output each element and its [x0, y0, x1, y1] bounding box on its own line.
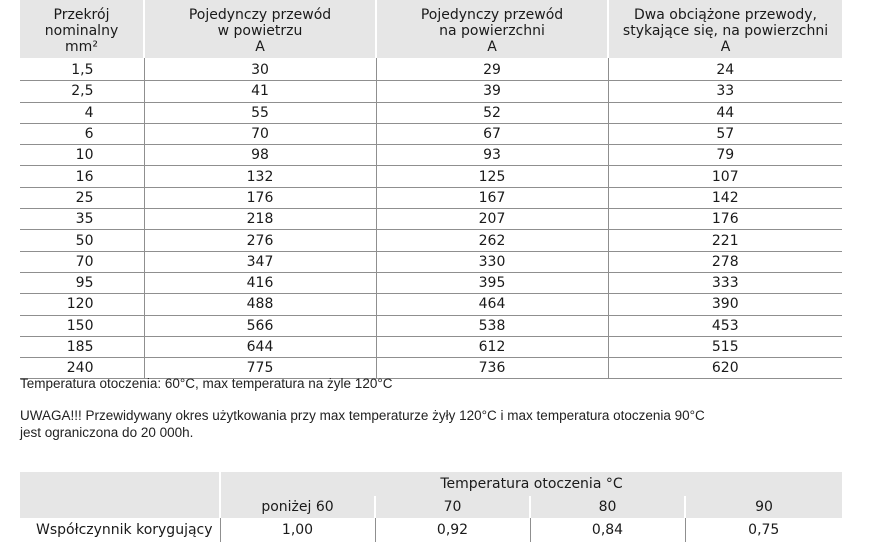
current-two-touching-cell: 620	[608, 358, 842, 379]
correction-factor-row	[20, 518, 842, 542]
header-single-in-air	[144, 0, 376, 58]
table-row	[20, 145, 842, 166]
header-line: Pojedynczy przewód	[188, 7, 332, 23]
current-on-surface-cell: 330	[376, 251, 608, 272]
header-line: A	[255, 39, 265, 55]
cross-section-cell: 6	[20, 123, 144, 144]
current-in-air-cell: 41	[144, 81, 376, 102]
cross-section-cell: 70	[20, 251, 144, 272]
header-two-touching-on-surface	[608, 0, 842, 58]
current-in-air-cell: 176	[144, 187, 376, 208]
cross-section-cell: 2,5	[20, 81, 144, 102]
cross-section-cell: 4	[20, 102, 144, 123]
current-two-touching-cell: 333	[608, 272, 842, 293]
cross-section-cell: 10	[20, 145, 144, 166]
cross-section-cell: 50	[20, 230, 144, 251]
current-two-touching-cell: 453	[608, 315, 842, 336]
header-line: Pojedynczy przewód	[420, 7, 564, 23]
table-row	[20, 81, 842, 102]
header-cross-section	[20, 0, 144, 58]
current-on-surface-cell: 39	[376, 81, 608, 102]
current-two-touching-cell: 44	[608, 102, 842, 123]
warning-line: UWAGA!!! Przewidywany okres użytkowania przy max temperaturze żyły 120°C i max temperatura otoczenia 90°C	[20, 408, 705, 423]
ambient-temperature-note: Temperatura otoczenia: 60°C, max temperatura na żyle 120°C	[20, 376, 393, 391]
current-in-air-cell: 218	[144, 209, 376, 230]
current-two-touching-cell: 176	[608, 209, 842, 230]
current-two-touching-cell: 278	[608, 251, 842, 272]
table-row	[20, 251, 842, 272]
current-on-surface-cell: 538	[376, 315, 608, 336]
current-on-surface-cell: 736	[376, 358, 608, 379]
table-row	[20, 102, 842, 123]
current-two-touching-cell: 390	[608, 294, 842, 315]
current-in-air-cell: 416	[144, 272, 376, 293]
table-row	[20, 166, 842, 187]
current-in-air-cell: 55	[144, 102, 376, 123]
header-line: na powierzchni	[439, 23, 545, 39]
current-in-air-cell: 98	[144, 145, 376, 166]
current-on-surface-cell: 93	[376, 145, 608, 166]
current-two-touching-cell: 79	[608, 145, 842, 166]
current-on-surface-cell: 262	[376, 230, 608, 251]
ampacity-table-header	[20, 0, 842, 58]
correction-factor-value: 0,92	[375, 518, 530, 542]
header-single-on-surface	[376, 0, 608, 58]
correction-factor-value: 0,75	[748, 522, 780, 538]
header-line: w powietrzu	[217, 23, 303, 39]
current-two-touching-cell: 33	[608, 81, 842, 102]
current-on-surface-cell: 464	[376, 294, 608, 315]
cross-section-cell: 150	[20, 315, 144, 336]
cross-section-cell: 240	[20, 358, 144, 379]
cross-section-cell: 185	[20, 336, 144, 357]
correction-factor-table	[20, 472, 842, 542]
current-in-air-cell: 644	[144, 336, 376, 357]
temperature-header-cell: poniżej 60	[220, 496, 375, 518]
current-two-touching-cell: 57	[608, 123, 842, 144]
current-two-touching-cell: 515	[608, 336, 842, 357]
temperature-header-cell: 80	[530, 496, 685, 518]
current-in-air-cell: 30	[144, 58, 376, 81]
current-two-touching-cell: 24	[608, 58, 842, 81]
correction-factor-label: Współczynnik korygujący	[20, 518, 220, 542]
header-line: Przekrój	[53, 7, 110, 23]
header-line: A	[720, 39, 731, 55]
table-row	[20, 187, 842, 208]
cross-section-cell: 1,5	[20, 58, 144, 81]
current-in-air-cell: 488	[144, 294, 376, 315]
current-on-surface-cell: 52	[376, 102, 608, 123]
table-row	[20, 315, 842, 336]
correction-factor-value: 1,00	[220, 518, 375, 542]
table-row	[20, 230, 842, 251]
warning-note	[20, 407, 705, 441]
current-in-air-cell: 566	[144, 315, 376, 336]
table-row	[20, 58, 842, 81]
header-line: A	[487, 39, 497, 55]
current-on-surface-cell: 395	[376, 272, 608, 293]
current-on-surface-cell: 67	[376, 123, 608, 144]
cross-section-cell: 16	[20, 166, 144, 187]
current-on-surface-cell: 29	[376, 58, 608, 81]
current-two-touching-cell: 142	[608, 187, 842, 208]
current-on-surface-cell: 125	[376, 166, 608, 187]
corner-cell	[20, 472, 220, 518]
header-line: mm²	[65, 39, 98, 55]
table-row	[20, 294, 842, 315]
current-two-touching-cell: 107	[608, 166, 842, 187]
correction-factor-value: 0,84	[530, 518, 685, 542]
current-in-air-cell: 347	[144, 251, 376, 272]
ambient-temperature-header: Temperatura otoczenia °C	[220, 472, 842, 496]
ampacity-table	[20, 0, 842, 379]
current-two-touching-cell: 221	[608, 230, 842, 251]
header-line: nominalny	[44, 23, 119, 39]
warning-line: jest ograniczona do 20 000h.	[20, 425, 194, 440]
cross-section-cell: 25	[20, 187, 144, 208]
current-in-air-cell: 70	[144, 123, 376, 144]
cross-section-cell: 120	[20, 294, 144, 315]
temperature-header-cell: 90	[685, 496, 842, 518]
table-row	[20, 209, 842, 230]
cross-section-cell: 35	[20, 209, 144, 230]
table-row	[20, 123, 842, 144]
current-on-surface-cell: 207	[376, 209, 608, 230]
current-in-air-cell: 132	[144, 166, 376, 187]
temperature-header-cell: 70	[375, 496, 530, 518]
current-on-surface-cell: 612	[376, 336, 608, 357]
header-line: stykające się, na powierzchni	[622, 23, 829, 39]
header-line: Dwa obciążone przewody,	[634, 7, 817, 23]
table-row	[20, 272, 842, 293]
correction-group-header-row	[20, 472, 842, 496]
table-row	[20, 336, 842, 357]
cross-section-cell: 95	[20, 272, 144, 293]
current-in-air-cell: 276	[144, 230, 376, 251]
current-in-air-cell: 775	[144, 358, 376, 379]
current-on-surface-cell: 167	[376, 187, 608, 208]
